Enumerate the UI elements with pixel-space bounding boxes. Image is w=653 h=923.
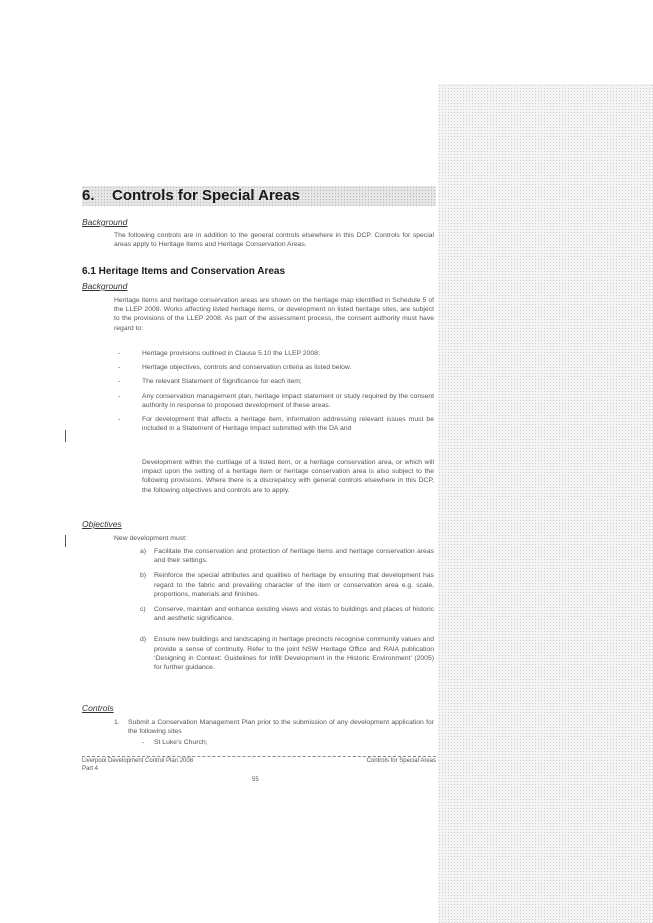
list-item xyxy=(118,349,434,358)
objective-text: Reinforce the special attributes and qualities of heritage by ensuring that development has regard to the fabric and prevailing character of the item or conservation area e.g. scale, proportions, materials and finishes. xyxy=(154,572,434,598)
intro-paragraph: The following controls are in addition to the general controls elsewhere in this DCP. Controls for special areas apply to Heritage Items and Heritage Conservation Areas. xyxy=(114,232,434,249)
chapter-title-text: Controls for Special Areas xyxy=(112,187,300,204)
list-item-text: Any conservation management plan, heritage impact statement or study required by the consent authority in response to proposed development of these areas. xyxy=(142,392,434,409)
objective-item xyxy=(140,605,434,623)
footer-section-title: Controls for Special Areas xyxy=(366,758,436,764)
change-bar xyxy=(65,430,66,442)
objective-letter: d) xyxy=(140,636,147,644)
objective-letter: b) xyxy=(140,572,147,580)
list-item xyxy=(118,377,434,386)
comment-margin-pane xyxy=(438,84,653,923)
dash-bullet: - xyxy=(118,416,121,424)
footer-divider xyxy=(82,756,436,757)
objective-letter: a) xyxy=(140,548,147,555)
section-background-heading: Background xyxy=(82,281,128,291)
objectives-list xyxy=(140,547,434,678)
page-number: 55 xyxy=(252,777,259,783)
intro-background-heading: Background xyxy=(82,217,128,227)
objective-text: Conserve, maintain and enhance existing views and vistas to buildings and places of historic and aesthetic significance. xyxy=(154,606,434,623)
list-item-text: For development that affects a heritage item, information addressing relevant issues must be included in a Statement of Heritage Impact submitted with the DA and xyxy=(142,416,434,433)
chapter-title xyxy=(82,187,300,204)
section-title: 6.1 Heritage Items and Conservation Areas xyxy=(82,266,286,277)
chapter-number: 6. xyxy=(82,187,95,204)
control-item xyxy=(114,718,434,736)
controls-list xyxy=(114,718,434,736)
objectives-heading: Objectives xyxy=(82,519,122,529)
footer-part: Part 4 xyxy=(82,765,99,772)
list-item-text: The relevant Statement of Significance for each item; xyxy=(142,378,302,386)
objective-item xyxy=(140,547,434,565)
controls-heading: Controls xyxy=(82,703,114,713)
dash-bullet: - xyxy=(118,350,121,357)
dash-bullet: - xyxy=(142,739,145,746)
objective-letter: c) xyxy=(140,606,146,614)
site-name: St Luke’s Church; xyxy=(154,739,208,746)
controls-site-item xyxy=(142,739,208,746)
list-item xyxy=(118,392,434,410)
objective-text: Facilitate the conservation and protection of heritage items and heritage conservation areas and their settings. xyxy=(154,548,434,565)
dash-bullet: - xyxy=(118,364,121,372)
footer-document-info xyxy=(82,758,193,773)
footer-document-title: Liverpool Development Control Plan 2008 xyxy=(82,758,194,764)
objectives-lead: New development must: xyxy=(114,535,187,542)
dash-bullet: - xyxy=(118,378,121,386)
list-item-text: Heritage objectives, controls and conservation criteria as listed below. xyxy=(142,364,352,372)
dash-bullet: - xyxy=(118,392,121,400)
list-item xyxy=(118,415,434,433)
section-background-paragraph: Heritage items and heritage conservation areas are shown on the heritage map identified in Schedule 5 of the LLEP 2008. Works affecting listed heritage items, or development on listed heritage sites, are subject to the provisions of the LLEP 2008. As part of the assessment process, the consent authority must have regard to: xyxy=(114,297,434,332)
objective-item xyxy=(140,571,434,599)
objective-item xyxy=(140,635,434,672)
list-item-text: Heritage provisions outlined in Clause 5.10 the LLEP 2008; xyxy=(142,350,320,357)
list-item xyxy=(118,363,434,372)
control-text: Submit a Conservation Management Plan prior to the submission of any development application for the following sites xyxy=(128,719,434,736)
control-number: 1. xyxy=(114,719,120,726)
assessment-considerations-list xyxy=(118,349,434,438)
vicinity-paragraph: Development within the curtilage of a listed item, or a heritage conservation area, or which will impact upon the setting of a heritage item or heritage conservation area is also subject to the following provisions. Where there is a discrepancy with general controls elsewhere in this DCP, the following objectives and controls are to apply. xyxy=(142,459,434,494)
objective-text: Ensure new buildings and landscaping in heritage precincts recognise community values and provide a sense of continuity. Refer to the joint NSW Heritage Office and RAIA publication ‘Designing in Context: Guidelines for Infill Development in the Historic Environment’ (2005) for further guidance. xyxy=(154,636,434,672)
change-bar xyxy=(65,535,66,547)
